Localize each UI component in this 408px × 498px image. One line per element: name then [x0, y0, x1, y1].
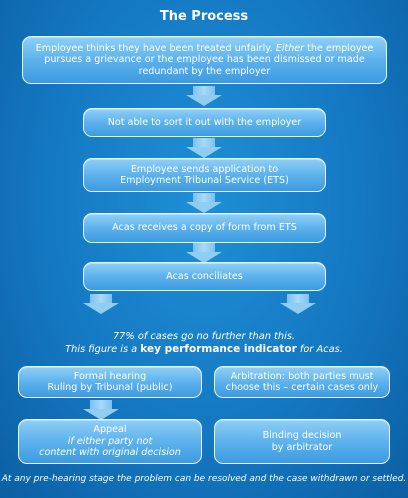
step1-text-either: Either — [275, 42, 305, 54]
step-employee-treated-unfairly — [22, 36, 387, 84]
step-not-able-to-sort — [83, 108, 326, 137]
kpi-annotation — [0, 330, 408, 356]
diagram-title: The Process — [159, 9, 249, 24]
footer-note: At any pre-hearing stage the problem can be resolved and the case withdrawn or settled. — [1, 474, 407, 484]
arb-text-line1: Arbitration: both parties must — [230, 370, 374, 382]
formal-text-line2: Ruling by Tribunal (public) — [47, 382, 173, 393]
appeal-text-line3: content with original decision — [39, 447, 181, 459]
appeal-text-line1: Appeal — [93, 424, 127, 436]
kpi-line2-pre: This figure is a — [65, 344, 141, 355]
kpi-line2-post: for Acas. — [296, 344, 343, 355]
step2-text: Not able to sort it out with the employer — [107, 116, 302, 128]
step-binding-decision — [214, 419, 390, 464]
step-appeal — [18, 419, 202, 464]
step-acas-conciliates — [83, 262, 326, 291]
step1-text-pre: Employee thinks they have been treated unfairly. — [35, 42, 276, 54]
binding-text-line1: Binding decision — [262, 430, 342, 441]
step1-text-post: the employee pursues a grievance or the employee has been dismissed or made redundant by the employer — [44, 42, 374, 77]
kpi-line1: 77% of cases go no further than this. — [112, 331, 296, 342]
step-arbitration — [214, 366, 390, 398]
formal-text-line1: Formal hearing — [73, 370, 147, 382]
step4-text: Acas receives a copy of form from ETS — [112, 222, 297, 234]
appeal-text-line2: if either party not — [67, 435, 153, 447]
step3-text-line2: Employment Tribunal Service (ETS) — [120, 175, 289, 186]
step-application-to-ets — [83, 158, 326, 192]
step3-text-line1: Employee sends application to — [130, 163, 279, 175]
step-formal-hearing — [18, 366, 202, 398]
arb-text-line2: choose this – certain cases only — [225, 382, 379, 393]
step-acas-receives-form — [83, 213, 326, 243]
kpi-line2-bold: key performance indicator — [140, 343, 297, 355]
step5-text: Acas conciliates — [166, 270, 243, 282]
binding-text-line2: by arbitrator — [271, 441, 333, 453]
